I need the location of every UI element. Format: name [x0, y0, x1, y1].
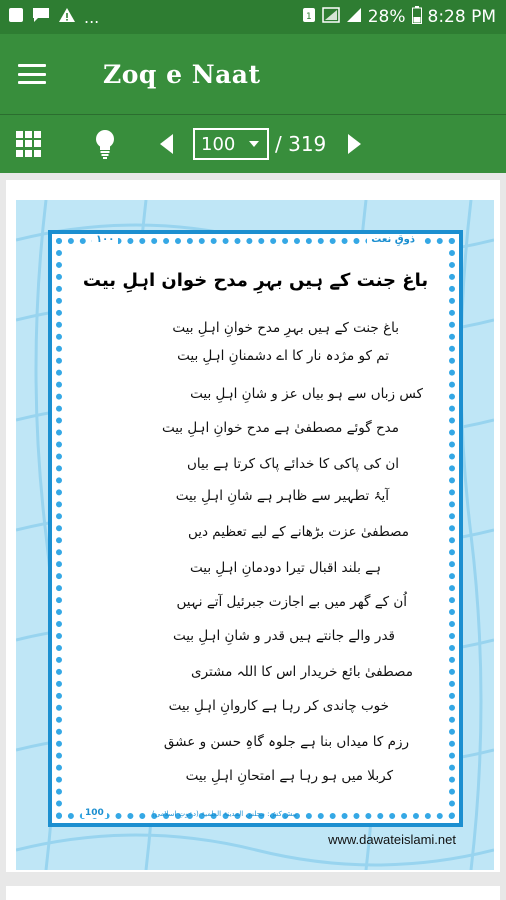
notification-square-icon — [8, 7, 24, 27]
next-page-preview — [6, 886, 500, 900]
verse-line: مصطفیٰ عزت بڑھانے کے لیے تعظیم دیں — [187, 524, 409, 540]
verse-line: اُن کے گھر میں بے اجازت جبرئیل آتے نہیں — [176, 594, 407, 610]
page-total: / 319 — [275, 132, 327, 156]
status-bar — [0, 0, 506, 34]
cell-signal-icon — [346, 7, 362, 28]
clock-time: 8:28 PM — [427, 7, 496, 27]
verse-line: رزم کا میداں بنا ہے جلوہ گاہِ حسن و عشق — [163, 734, 409, 750]
poem-title: باغ جنت کے ہیں بہرِ مدح خوان اہلِ بیت — [82, 270, 429, 291]
battery-percent: 28% — [367, 7, 406, 27]
dropdown-caret-icon — [249, 141, 259, 147]
page-select[interactable] — [193, 128, 269, 160]
signal-icon — [322, 7, 340, 28]
reader-toolbar — [0, 114, 506, 173]
verse-line: باغ جنت کے ہیں بہرِ مدح خوانِ اہلِ بیت — [172, 320, 399, 336]
verse-line: قدر والے جانتے ہیں قدر و شانِ اہلِ بیت — [172, 628, 395, 644]
lightbulb-icon[interactable] — [94, 129, 116, 159]
menu-icon[interactable] — [18, 64, 46, 84]
verse-line: ان کی پاکی کا خدائے پاک کرتا ہے بیاں — [187, 456, 399, 472]
app-bar — [0, 34, 506, 114]
verse-line: تم کو مژدہ نار کا اے دشمنانِ اہلِ بیت — [177, 348, 389, 364]
website-link: www.dawateislami.net — [328, 832, 456, 847]
book-page — [16, 200, 494, 870]
verse-line: خوب چاندی کر رہا ہے کاروانِ اہلِ بیت — [168, 698, 389, 714]
app-title: Zoq e Naat — [103, 59, 261, 89]
warning-icon — [58, 7, 76, 27]
message-icon — [32, 7, 50, 27]
book-title-header: ذوقِ نعت — [367, 234, 419, 245]
grid-icon[interactable] — [16, 131, 42, 157]
page-number-header: ١٠٠ — [92, 234, 118, 245]
overflow-notifications: ... — [84, 7, 100, 27]
page-number-footer: 100 — [82, 808, 107, 818]
ornamental-frame — [48, 230, 463, 827]
battery-icon — [412, 6, 422, 29]
verse-line: ہے بلند اقبال تیرا دودمانِ اہلِ بیت — [190, 560, 381, 576]
verse-line: کربلا میں ہو رہا ہے امتحانِ اہلِ بیت — [185, 768, 393, 784]
page-viewer[interactable] — [6, 180, 500, 872]
next-arrow-icon[interactable] — [348, 134, 361, 154]
verse-line: آیۂ تطہیر سے ظاہر ہے شانِ اہلِ بیت — [175, 488, 389, 504]
svg-text:1: 1 — [305, 11, 312, 22]
sim-icon — [302, 7, 316, 28]
page-select-value: 100 — [201, 133, 236, 155]
verse-line: کس زباں سے ہو بیاں عز و شانِ اہلِ بیت — [190, 386, 423, 402]
verse-line: مدح گوئے مصطفیٰ ہے مدح خوانِ اہلِ بیت — [161, 420, 399, 436]
prev-arrow-icon[interactable] — [160, 134, 173, 154]
verse-line: مصطفیٰ بائع خریدار اس کا اللہ مشتری — [191, 664, 413, 680]
footer-caption: پیش کش: مجلس المدینۃ العلمیۃ (دعوتِ اسلامی) — [152, 810, 297, 818]
